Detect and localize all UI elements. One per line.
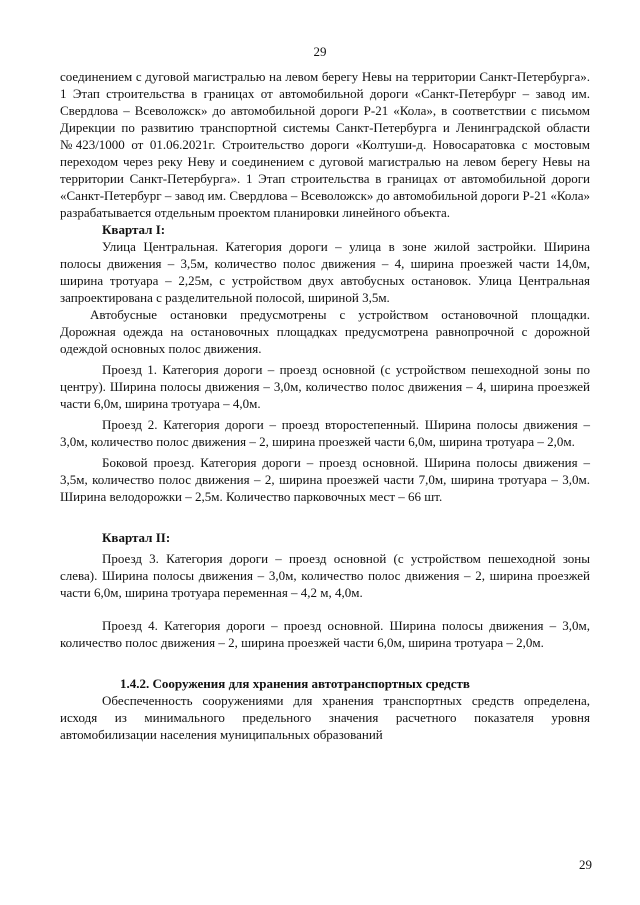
page-number-bottom: 29 [579,857,592,872]
paragraph-intro: соединением с дуговой магистралью на левом берегу Невы на территории Санкт-Петербурга». 1 Этап строительства в границах от автомобильной дороги «Санкт-Петербург – завод им. Свердлова – Всеволожск» до автомобильной дороги Р-21 «Кола», в соответствии с письмом Дирекции по развитию транспортной системы Санкт-Петербурга и Ленинградской области №423/1000 от 01.06.2021г. Строительство дороги «Колтуши-д. Новосаратовка с мостовым переходом через реку Неву и соединением с дуговой магистралью на левом берегу Невы на территории Санкт-Петербурга». 1 Этап строительства в границах от автомобильной дороги «Санкт-Петербург – завод им. Свердлова – Всеволожск» до автомобильной дороги Р-21 «Кола» разрабатывается отдельным проектом планировки линейного объекта. [60,69,590,220]
heading-kvartal-1: Квартал I: [102,222,166,237]
page-number-top: 29 [313,44,327,59]
heading-kvartal-2: Квартал II: [102,530,171,545]
paragraph-proezd-2: Проезд 2. Категория дороги – проезд второстепенный. Ширина полосы движения – 3,0м, количество полос движения – 2, ширина проезжей части 6,0м, ширина тротуара – 2,0м. [60,417,590,449]
paragraph-proezd-1: Проезд 1. Категория дороги – проезд основной (с устройством пешеходной зоны по центру). Ширина полосы движения – 3,0м, количество полос движения – 4, ширина проезжей части 6,0м, ширина тротуара – 4,0м. [60,362,590,411]
paragraph-proezd-3: Проезд 3. Категория дороги – проезд основной (с устройством пешеходной зоны слева). Ширина полосы движения – 3,0м, количество полос движения – 2, ширина проезжей части 6,0м, ширина тротуара переменная – 4,2 м, 4,0м. [60,551,590,600]
page-content [60,68,590,743]
section-number: 1.4.2. [120,676,150,691]
section-heading [60,675,590,692]
paragraph-avtobusnye-ostanovki: Автобусные остановки предусмотрены с устройством остановочной площадки. Дорожная одежда на остановочных площадках предусмотрена равнопрочной с дорожной одеждой основных полос движения. [60,307,590,356]
paragraph-bokovoy-proezd: Боковой проезд. Категория дороги – проезд основной. Ширина полосы движения – 3,5м, количество полос движения – 2, ширина проезжей части 7,0м, ширина тротуара – 3,0м. Ширина велодорожки – 2,5м. Количество парковочных мест – 66 шт. [60,455,590,504]
paragraph-obespechennost: Обеспеченность сооружениями для хранения транспортных средств определена, исходя из минимального предельного значения расчетного показателя уровня автомобилизации населения муниципальных образований [60,693,590,742]
paragraph-ulitsa-tsentralnaya: Улица Центральная. Категория дороги – улица в зоне жилой застройки. Ширина полосы движения – 3,5м, количество полос движения – 4, ширина проезжей части 14,0м, ширина тротуара – 2,25м, с устройством двух автобусных остановок. Улица Центральная запроектирована с разделительной полосой, шириной 3,5м. [60,239,590,305]
paragraph-proezd-4: Проезд 4. Категория дороги – проезд основной. Ширина полосы движения – 3,0м, количество полос движения – 2, ширина проезжей части 6,0м, ширина тротуара – 2,0м. [60,618,590,650]
section-title: Сооружения для хранения автотранспортных средств [152,676,470,691]
